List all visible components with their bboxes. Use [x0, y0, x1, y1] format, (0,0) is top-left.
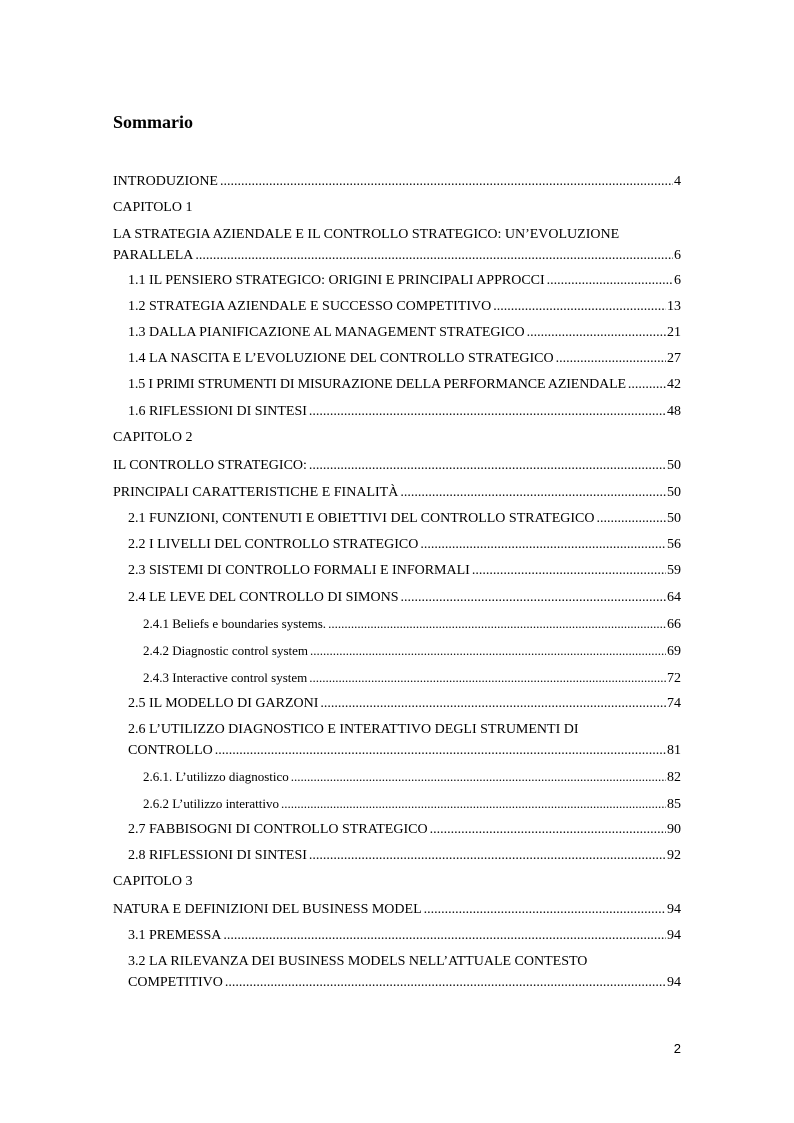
dot-leader: [309, 670, 666, 686]
toc-entry-page: 82: [667, 770, 681, 785]
toc-entry[interactable]: [128, 563, 681, 579]
toc-entry-title: PARALLELA: [113, 248, 194, 263]
chapter-label: CAPITOLO 3: [113, 874, 193, 889]
toc-entry-title: 1.6 RIFLESSIONI DI SINTESI: [128, 404, 307, 419]
toc-entry[interactable]: [128, 696, 681, 712]
toc-entry-title: INTRODUZIONE: [113, 174, 218, 189]
dot-leader: [195, 248, 673, 264]
toc-entry-page: 59: [667, 563, 681, 578]
toc-entry[interactable]: [128, 325, 681, 341]
toc-entry-page: 81: [667, 743, 681, 758]
toc-entry-title: 2.8 RIFLESSIONI DI SINTESI: [128, 848, 307, 863]
chapter-label: CAPITOLO 1: [113, 200, 193, 215]
toc-entry-title: 2.4.2 Diagnostic control system: [143, 643, 309, 658]
dot-leader: [472, 563, 666, 579]
toc-entry-page: 69: [667, 644, 681, 659]
toc-entry-title: IL CONTROLLO STRATEGICO:: [113, 458, 307, 473]
toc-entry-page: 50: [667, 485, 681, 500]
toc-entry-title: CONTROLLO: [128, 743, 213, 758]
toc-entry-title: COMPETITIVO: [128, 975, 223, 990]
toc-entry-title: 2.1 FUNZIONI, CONTENUTI E OBIETTIVI DEL CONTROLLO STRATEGICO: [128, 511, 595, 526]
toc-entry[interactable]: [113, 485, 681, 501]
chapter-heading: [113, 874, 681, 890]
toc-entry-title: 2.7 FABBISOGNI DI CONTROLLO STRATEGICO: [128, 822, 428, 837]
dot-leader: [547, 273, 673, 289]
page-title: Sommario: [113, 112, 193, 132]
toc-entry-title-line1: 2.6 L’UTILIZZO DIAGNOSTICO E INTERATTIVO DEGLI STRUMENTI DI: [128, 722, 579, 737]
toc-entry-page: 94: [667, 975, 681, 990]
toc-entry-page: 74: [667, 696, 681, 711]
dot-leader: [328, 616, 666, 632]
toc-entry-title: 2.4.1 Beliefs e boundaries systems.: [143, 616, 327, 631]
toc-entry-page: 50: [667, 511, 681, 526]
toc-entry[interactable]: [128, 590, 681, 606]
toc-entry-title: 1.3 DALLA PIANIFICAZIONE AL MANAGEMENT STRATEGICO: [128, 325, 525, 340]
toc-entry[interactable]: [128, 273, 681, 289]
dot-leader: [556, 351, 666, 367]
toc-entry-title: 2.6.1. L’utilizzo diagnostico: [143, 769, 289, 784]
dot-leader: [309, 848, 666, 864]
toc-entry-page: 66: [667, 617, 681, 632]
toc-entry-title: NATURA E DEFINIZIONI DEL BUSINESS MODEL: [113, 902, 422, 917]
toc-entry-page: 94: [667, 928, 681, 943]
toc-entry[interactable]: [128, 299, 681, 315]
toc-entry[interactable]: [128, 537, 681, 553]
toc-entry-page: 21: [667, 325, 681, 340]
toc-entry-title: PRINCIPALI CARATTERISTICHE E FINALITÀ: [113, 485, 399, 500]
toc-entry[interactable]: [113, 227, 681, 264]
dot-leader: [420, 537, 666, 553]
toc-entry[interactable]: [143, 670, 681, 686]
dot-leader: [424, 902, 666, 918]
toc-entry-page: 6: [674, 273, 681, 288]
toc-entry[interactable]: [143, 796, 681, 812]
toc-entry[interactable]: [113, 902, 681, 918]
toc-entry[interactable]: [128, 928, 681, 944]
toc-entry[interactable]: [143, 769, 681, 785]
toc-entry[interactable]: [143, 616, 681, 632]
chapter-label: CAPITOLO 2: [113, 430, 193, 445]
toc-entry-title: 2.4 LE LEVE DEL CONTROLLO DI SIMONS: [128, 590, 399, 605]
dot-leader: [628, 377, 666, 393]
toc-entry-title: 1.4 LA NASCITA E L’EVOLUZIONE DEL CONTROLLO STRATEGICO: [128, 351, 554, 366]
toc-entry-title-line1: 3.2 LA RILEVANZA DEI BUSINESS MODELS NELL’ATTUALE CONTESTO: [128, 954, 588, 969]
toc-entry-page: 64: [667, 590, 681, 605]
dot-leader: [430, 822, 666, 838]
toc-entry[interactable]: [113, 174, 681, 190]
dot-leader: [225, 975, 666, 991]
toc-entry-title: 2.5 IL MODELLO DI GARZONI: [128, 696, 319, 711]
dot-leader: [220, 174, 673, 190]
toc-entry[interactable]: [128, 404, 681, 420]
dot-leader: [223, 928, 666, 944]
toc-entry[interactable]: [128, 511, 681, 527]
chapter-heading: [113, 200, 681, 216]
dot-leader: [400, 485, 666, 501]
toc-entry-page: 92: [667, 848, 681, 863]
toc-entry-page: 42: [667, 377, 681, 392]
toc-entry-page: 13: [667, 299, 681, 314]
dot-leader: [309, 458, 666, 474]
toc-entry-page: 27: [667, 351, 681, 366]
toc-entry[interactable]: [128, 954, 681, 991]
toc-entry-title: 1.1 IL PENSIERO STRATEGICO: ORIGINI E PRINCIPALI APPROCCI: [128, 273, 545, 288]
dot-leader: [596, 511, 666, 527]
toc-entry-title-line1: LA STRATEGIA AZIENDALE E IL CONTROLLO STRATEGICO: UN’EVOLUZIONE: [113, 227, 620, 242]
dot-leader: [310, 643, 666, 659]
toc-entry[interactable]: [128, 377, 681, 393]
dot-leader: [309, 404, 666, 420]
dot-leader: [401, 590, 666, 606]
toc-entry-page: 48: [667, 404, 681, 419]
toc-entry-page: 4: [674, 174, 681, 189]
dot-leader: [215, 743, 666, 759]
page-number: 2: [673, 1041, 681, 1056]
toc-entry-page: 56: [667, 537, 681, 552]
toc-entry-page: 72: [667, 671, 681, 686]
toc-entry[interactable]: [128, 848, 681, 864]
dot-leader: [291, 769, 666, 785]
dot-leader: [320, 696, 666, 712]
toc-entry[interactable]: [143, 643, 681, 659]
toc-entry-page: 50: [667, 458, 681, 473]
toc-entry[interactable]: [113, 458, 681, 474]
toc-entry-title: 2.4.3 Interactive control system: [143, 670, 308, 685]
toc-entry-title: 2.6.2 L’utilizzo interattivo: [143, 796, 279, 811]
toc-entry-title: 1.5 I PRIMI STRUMENTI DI MISURAZIONE DELLA PERFORMANCE AZIENDALE: [128, 377, 626, 392]
toc-entry-title: 3.1 PREMESSA: [128, 928, 222, 943]
toc-entry[interactable]: [128, 722, 681, 759]
dot-leader: [527, 325, 666, 341]
dot-leader: [281, 796, 666, 812]
toc-entry[interactable]: [128, 351, 681, 367]
toc-entry-title: 2.3 SISTEMI DI CONTROLLO FORMALI E INFORMALI: [128, 563, 470, 578]
chapter-heading: [113, 430, 681, 446]
toc-entry-page: 94: [667, 902, 681, 917]
dot-leader: [493, 299, 666, 315]
toc-entry-page: 90: [667, 822, 681, 837]
toc-entry-title: 1.2 STRATEGIA AZIENDALE E SUCCESSO COMPETITIVO: [128, 299, 492, 314]
toc-entry[interactable]: [128, 822, 681, 838]
toc-entry-page: 6: [674, 248, 681, 263]
toc-entry-title: 2.2 I LIVELLI DEL CONTROLLO STRATEGICO: [128, 537, 419, 552]
toc-entry-page: 85: [667, 797, 681, 812]
